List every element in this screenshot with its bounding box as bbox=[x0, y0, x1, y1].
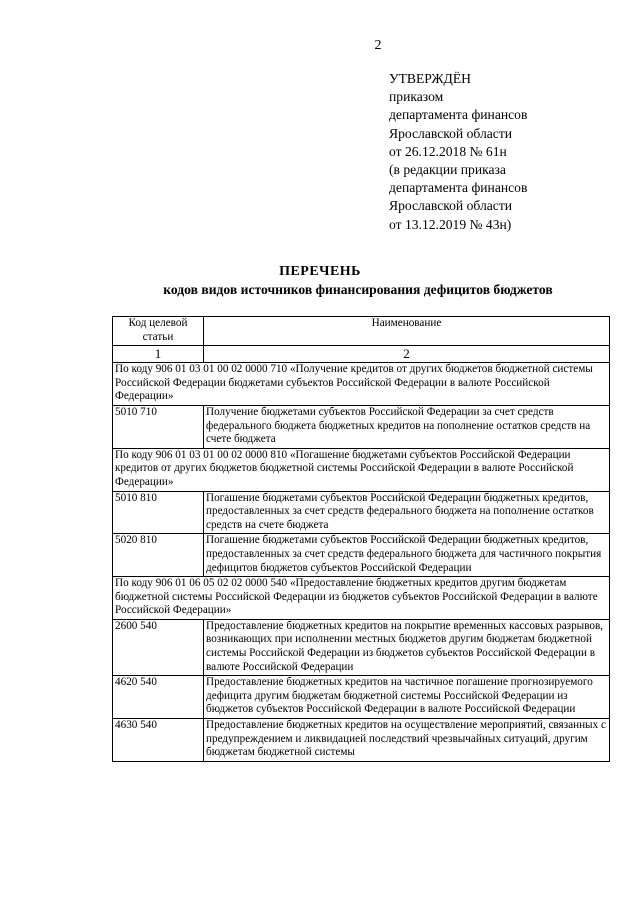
column-number-row bbox=[113, 346, 610, 363]
column-number: 1 bbox=[113, 346, 204, 363]
approval-line: приказом bbox=[389, 89, 444, 105]
table-row bbox=[113, 719, 610, 762]
page-number: 2 bbox=[374, 38, 382, 53]
approval-line: от 26.12.2018 № 61н bbox=[389, 143, 507, 159]
group-heading: По коду 906 01 03 01 00 02 0000 710 «Получение кредитов от других бюджетов бюджетной системы Российской Федерации бюджетами субъектов Российской Федерации в валюте Российской Федерации» bbox=[113, 363, 610, 406]
row-code: 4630 540 bbox=[113, 719, 204, 762]
table-row bbox=[113, 676, 610, 719]
approval-line: Ярославской области bbox=[389, 198, 513, 214]
codes-table bbox=[112, 316, 610, 762]
approval-line: департамента финансов bbox=[389, 180, 528, 196]
row-name: Погашение бюджетами субъектов Российской Федерации бюджетных кредитов, предоставленных за счет средств федерального бюджета для частичного покрытия дефицитов бюджетов субъектов Российской Федерации bbox=[204, 534, 610, 577]
row-code: 2600 540 bbox=[113, 619, 204, 675]
table-row bbox=[113, 491, 610, 534]
column-header-name: Наименование bbox=[204, 317, 610, 346]
table-row bbox=[113, 534, 610, 577]
column-number: 2 bbox=[204, 346, 610, 363]
group-heading: По коду 906 01 03 01 00 02 0000 810 «Погашение бюджетами субъектов Российской Федерации кредитов от других бюджетов бюджетной системы Российской Федерации в валюте Российской Федерации» bbox=[113, 448, 610, 491]
column-header-code: Код целевой статьи bbox=[113, 317, 204, 346]
row-name: Предоставление бюджетных кредитов на частичное погашение прогнозируемого дефицита другим бюджетам бюджетной системы Российской Федерации из бюджетов субъектов Российской Федерации в валюте Российской Федерации bbox=[204, 676, 610, 719]
table-row bbox=[113, 619, 610, 675]
document-title: ПЕРЕЧЕНЬ bbox=[279, 264, 361, 279]
row-code: 5020 810 bbox=[113, 534, 204, 577]
table-group-row bbox=[113, 577, 610, 620]
row-code: 4620 540 bbox=[113, 676, 204, 719]
approval-stamp bbox=[389, 70, 527, 234]
table-group-row bbox=[113, 363, 610, 406]
row-name: Погашение бюджетами субъектов Российской Федерации бюджетных кредитов, предоставленных за счет средств федерального бюджета на пополнение остатков средств на счете бюджета bbox=[204, 491, 610, 534]
approval-line: от 13.12.2019 № 43н) bbox=[389, 216, 512, 232]
approval-line: Ярославской области bbox=[389, 125, 513, 141]
table-group-row bbox=[113, 448, 610, 491]
approval-line: УТВЕРЖДЁН bbox=[389, 71, 471, 86]
row-code: 5010 710 bbox=[113, 405, 204, 448]
row-name: Предоставление бюджетных кредитов на осуществление мероприятий, связанных с предупреждением и ликвидацией последствий чрезвычайных ситуаций, другим бюджетам бюджетной системы bbox=[204, 719, 610, 762]
row-code: 5010 810 bbox=[113, 491, 204, 534]
row-name: Получение бюджетами субъектов Российской Федерации за счет средств федерального бюджета бюджетных кредитов на пополнение остатков средств на счете бюджета bbox=[204, 405, 610, 448]
group-heading: По коду 906 01 06 05 02 02 0000 540 «Предоставление бюджетных кредитов другим бюджетам бюджетной системы Российской Федерации из бюджетов субъектов Российской Федерации в валюте Российской Федерации» bbox=[113, 577, 610, 620]
approval-line: департамента финансов bbox=[389, 107, 528, 123]
approval-line: (в редакции приказа bbox=[389, 162, 506, 178]
table-row bbox=[113, 405, 610, 448]
row-name: Предоставление бюджетных кредитов на покрытие временных кассовых разрывов, возникающих при исполнении местных бюджетов другим бюджетам бюджетной системы Российской Федерации из бюджетов субъектов Российской Федерации в валюте Российской Федерации bbox=[204, 619, 610, 675]
document-subtitle: кодов видов источников финансирования дефицитов бюджетов bbox=[163, 282, 553, 297]
table-header-row bbox=[113, 317, 610, 346]
